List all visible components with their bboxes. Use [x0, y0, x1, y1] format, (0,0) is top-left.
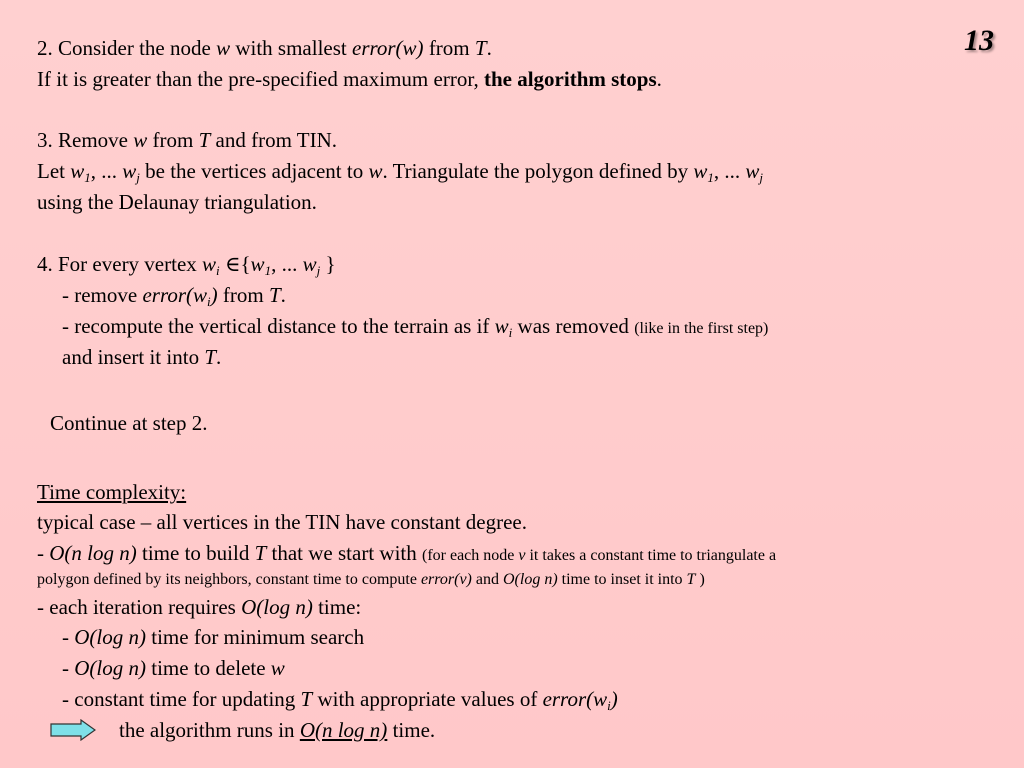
complexity-iteration-line: - each iteration requires O(log n) time:: [37, 595, 362, 619]
complexity-item-delete: - O(log n) time to delete w: [62, 656, 285, 680]
complexity-item-min-search: - O(log n) time for minimum search: [62, 625, 365, 649]
step4-line1: 4. For every vertex $w_i$ $\in\{w_1$, ... $w_j$ }: [37, 252, 336, 278]
slide-number: 13: [964, 24, 994, 57]
step4-line3: - recompute the vertical distance to the terrain as if $w_i$ was removed (like in the first step): [62, 314, 769, 340]
step3-line1: 3. Remove w from T and from TIN.: [37, 128, 338, 152]
complexity-heading: Time complexity:: [37, 480, 187, 504]
right-arrow-icon: [50, 719, 96, 741]
conclusion-line: the algorithm runs in O(n log n) time.: [119, 718, 436, 742]
step3-line2: Let $w_1$, ... $w_j$ be the vertices adjacent to w. Triangulate the polygon defined by $w_1$, ... $w_j$: [37, 159, 764, 185]
step2-line2: If it is greater than the pre-specified maximum error, the algorithm stops.: [37, 67, 662, 91]
complexity-item-update: - constant time for updating T with appropriate values of $error(w_i)$: [62, 687, 618, 713]
complexity-typical: typical case – all vertices in the TIN have constant degree.: [37, 510, 527, 534]
complexity-build-line2: polygon defined by its neighbors, constant time to compute error(v) and O(log n) time to inset it into T ): [37, 571, 705, 588]
step3-line3: using the Delaunay triangulation.: [37, 190, 317, 214]
continue-line: Continue at step 2.: [50, 411, 208, 435]
step4-line2: - remove $error(w_i)$ from T.: [62, 283, 286, 309]
step4-line4: and insert it into T.: [62, 345, 222, 369]
step2-line1: 2. Consider the node w with smallest error(w) from T.: [37, 36, 492, 60]
complexity-build-line1: - O(n log n) time to build T that we start with (for each node v it takes a constant time to triangulate a: [37, 541, 777, 565]
